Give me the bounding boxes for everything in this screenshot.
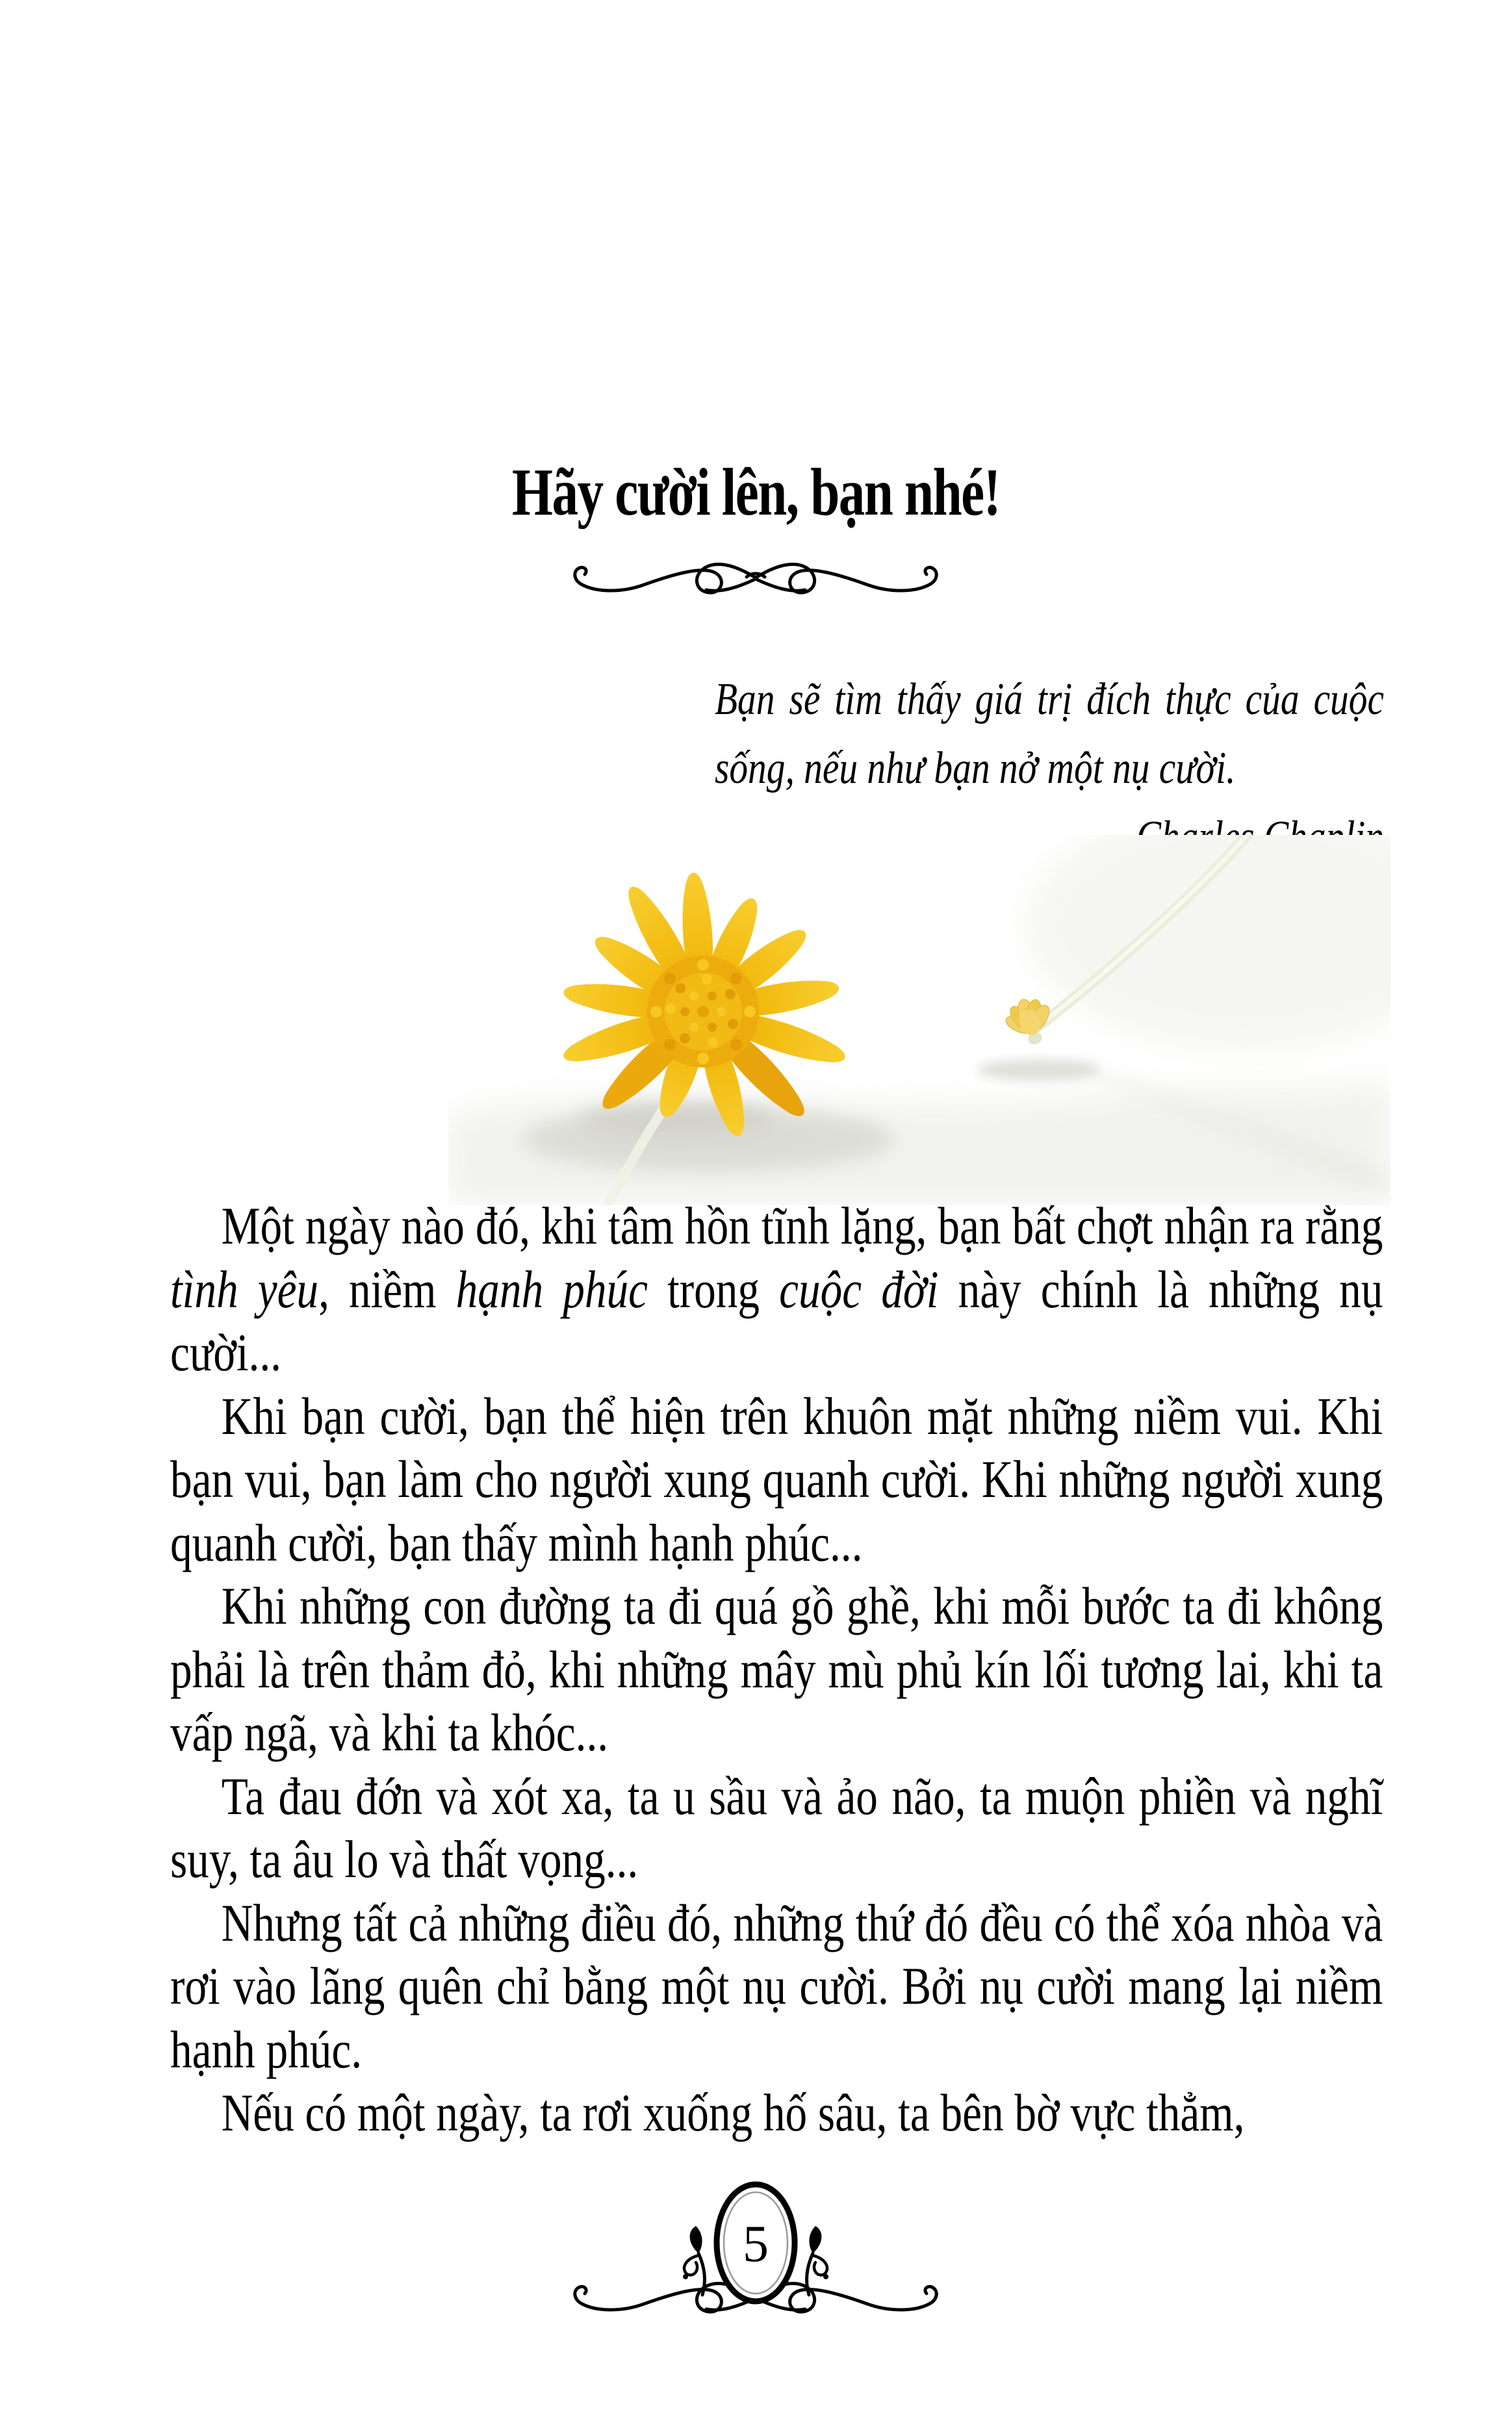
body-paragraph: Khi bạn cười, bạn thể hiện trên khuôn mặt những niềm vui. Khi bạn vui, bạn làm cho người xung quanh cười. Khi những người xung quanh cười, bạn thấy mình hạnh phúc... [170, 1386, 1383, 1572]
body-text [170, 1194, 1383, 2145]
footer-flourish-ornament [528, 2177, 983, 2398]
flower-center [647, 956, 759, 1068]
body-paragraph: Ta đau đớn và xót xa, ta u sầu và ảo não, ta muộn phiền và nghĩ suy, ta âu lo và thất vọng... [170, 1766, 1383, 1889]
title-flourish-ornament [561, 555, 951, 604]
page-number: 5 [743, 2216, 769, 2273]
body-paragraph: Một ngày nào đó, khi tâm hồn tĩnh lặng, bạn bất chợt nhận ra rằng tình yêu, niềm hạnh phúc trong cuộc đời này chính là những nụ cười... [170, 1196, 1383, 1382]
title-row [0, 454, 1512, 531]
bud-shadow [977, 1059, 1100, 1081]
daisy-illustration [448, 835, 1390, 1205]
body-paragraph: Nếu có một ngày, ta rơi xuống hố sâu, ta bên bờ vực thẳm, [221, 2083, 1245, 2142]
body-paragraph: Nhưng tất cả những điều đó, những thứ đó đều có thể xóa nhòa và rơi vào lãng quên chỉ bằng một nụ cười. Bởi nụ cười mang lại niềm hạnh phúc. [170, 1893, 1383, 2079]
body-paragraph: Khi những con đường ta đi quá gồ ghề, khi mỗi bước ta đi không phải là trên thảm đỏ, khi những mây mù phủ kín lối tương lai, khi ta vấp ngã, và khi ta khóc... [170, 1576, 1383, 1762]
epigraph-text: Bạn sẽ tìm thấy giá trị đích thực của cuộc sống, nếu như bạn nở một nụ cười. [715, 674, 1384, 793]
chapter-title: Hãy cười lên, bạn nhé! [511, 455, 1001, 530]
daisy-photo [448, 835, 1390, 1205]
